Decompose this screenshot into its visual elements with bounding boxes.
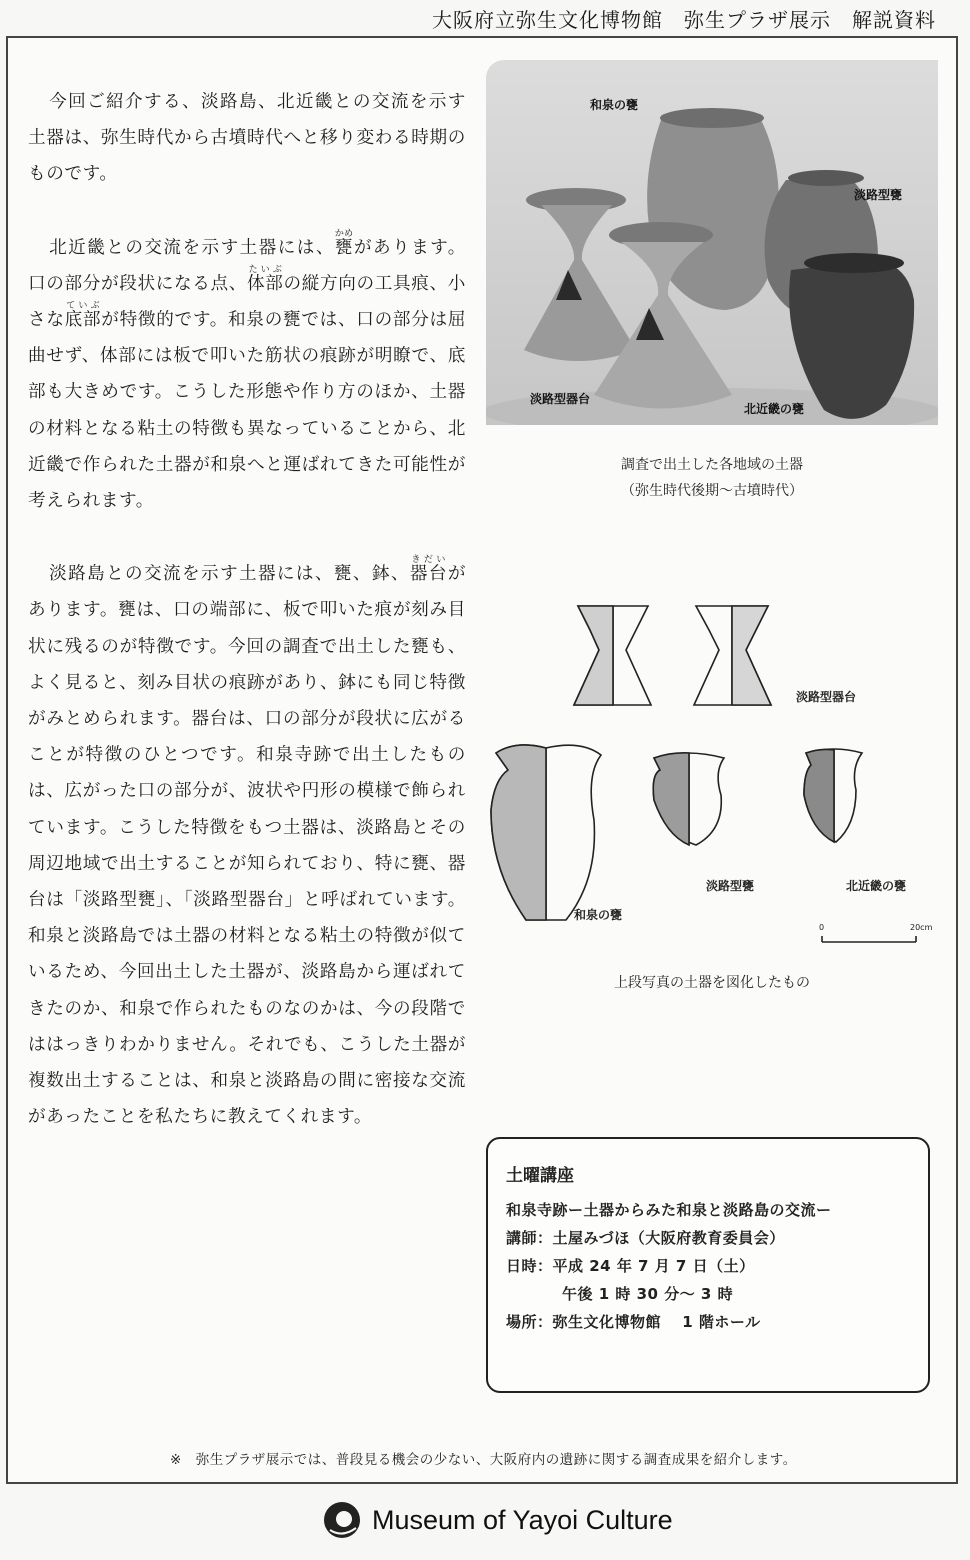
pottery-drawings <box>486 590 938 960</box>
pottery-drawings-image <box>486 590 938 960</box>
museum-logo <box>322 1500 673 1540</box>
article-paragraph-1: 今回ご紹介する、淡路島、北近畿との交流を示す土器は、弥生時代から古墳時代へと移り変わる時期のものです。 <box>28 92 466 185</box>
article-paragraph-3: 淡路島との交流を示す土器には、甕、鉢、器台きだいがあります。甕は、口の端部に、板で叩いた痕が刻み目状に残るのが特徴です。今回の調査で出土した甕も、よく見ると、刻み目状の痕跡があり、鉢にも同じ特徴がみとめられます。器台は、口の部分が段状に広がることが特徴のひとつです。和泉寺跡で出土したものは、広がった口の部分が、波状や円形の模様で飾られています。こうした特徴をもつ土器は、淡路島とその周辺地域で出土することが知られており、特に甕、器台は「淡路型甕」、「淡路型器台」と呼ばれています。和泉と淡路島では土器の材料となる粘土の特徴が似ているため、今回出土した土器が、淡路島から運ばれてきたのか、和泉で作られたものなのかは、今の段階でははっきりわかりません。それでも、こうした土器が複数出土することは、和泉と淡路島の間に密接な交流があったことを私たちに教えてくれます。 <box>28 555 467 1128</box>
article-paragraph-2: 北近畿との交流を示す土器には、甕かめがあります。口の部分が段状になる点、体部たいぶの縦方向の工具痕、小さな底部ていぶが特徴的です。和泉の甕では、口の部分は屈曲せず、体部には板で叩いた筋状の痕跡が明瞭で、底部も大きめです。こうした形態や作り方のほか、土器の材料となる粘土の特徴も異なっていることから、北近畿で作られた土器が和泉へと運ばれてきた可能性が考えられます。 <box>28 228 467 512</box>
article-body <box>28 84 466 1135</box>
museum-logo-icon <box>322 1500 362 1540</box>
lecture-time: 午後 1 時 30 分～ 3 時 <box>562 1285 734 1303</box>
photo-label-awaji-kidai: 淡路型器台 <box>530 392 591 406</box>
museum-logo-text: Museum of Yayoi Culture <box>372 1504 673 1535</box>
ruby-kidai: 器台きだい <box>409 555 448 585</box>
scale-zero: 0 <box>819 923 825 932</box>
lecture-heading: 土曜講座 <box>506 1166 574 1186</box>
lecture-info-box <box>486 1137 930 1393</box>
ruby-taibu: 体部たいぶ <box>247 264 284 294</box>
scale-max: 20cm <box>910 923 933 932</box>
photo-label-kitakinki-kame: 北近畿の甕 <box>744 402 805 416</box>
document-header-title: 大阪府立弥生文化博物館 弥生プラザ展示 解説資料 <box>432 8 936 32</box>
photo-label-awaji-kame: 淡路型甕 <box>854 188 903 202</box>
drawing-label-awaji-kidai: 淡路型器台 <box>796 690 857 704</box>
lecture-datetime: 日時：平成 24 年 7 月 7 日（土） <box>506 1257 755 1275</box>
drawing-label-awaji-kame: 淡路型甕 <box>706 879 755 893</box>
drawing-label-izumi-kame: 和泉の甕 <box>574 908 623 922</box>
photo-label-izumi-kame: 和泉の甕 <box>590 98 639 112</box>
lecture-venue: 場所：弥生文化博物館 1 階ホール <box>506 1313 761 1331</box>
drawing-label-kitakinki-kame: 北近畿の甕 <box>846 879 907 893</box>
pottery-photo <box>486 60 938 425</box>
ruby-teibu: 底部ていぶ <box>64 301 102 331</box>
drawing-caption: 上段写真の土器を図化したもの <box>614 975 810 991</box>
photo-caption: 調査で出土した各地域の土器 （弥生時代後期～古墳時代） <box>621 457 803 499</box>
lecture-title: 和泉寺跡ー土器からみた和泉と淡路島の交流ー <box>506 1201 832 1219</box>
pottery-photo-image <box>486 60 938 425</box>
lecture-lecturer: 講師：土屋みづほ（大阪府教育委員会） <box>506 1229 785 1247</box>
footnote: ※ 弥生プラザ展示では、普段見る機会の少ない、大阪府内の遺跡に関する調査成果を紹介します。 <box>170 1452 797 1468</box>
ruby-kame: 甕かめ <box>334 228 354 258</box>
